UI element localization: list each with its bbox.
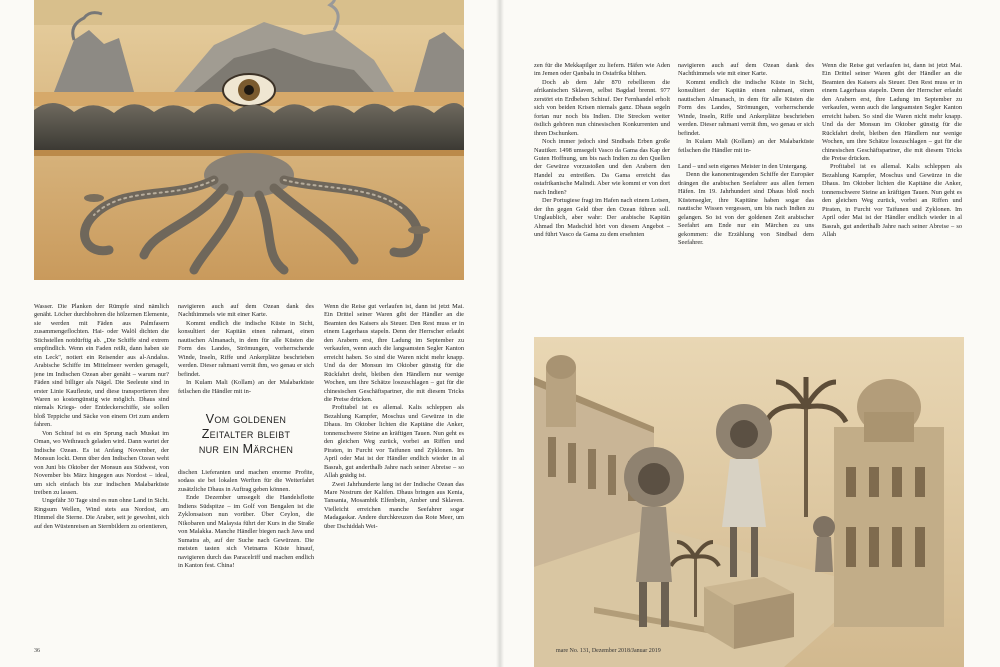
paragraph: dischen Lieferanten und machen enorme Profite, sodass sie bei lokalen Werften für die Weiterfahrt zusätzliche Dhaus in Auftrag geben können.: [178, 468, 314, 493]
courtyard-collage-image: [534, 337, 964, 667]
right-page: [500, 0, 1000, 667]
kraken-collage-image: [34, 0, 464, 280]
paragraph: In Kulam Mali (Kollam) an der Malabarküste feilschen die Händler mit in-: [178, 379, 314, 395]
paragraph: navigieren auch auf dem Ozean dank des Nachthimmels wie mit einer Karte.: [178, 303, 314, 319]
section-heading: [178, 412, 314, 457]
paragraph: Ungefähr 30 Tage sind es nun ohne Land in Sicht. Ringsum Wellen, Wind stets aus Nordost, am Himmel die Sterne. Die Araber, seit je gewohnt, sich auf den Wüstenreisen an Sternbildern zu orientieren,: [34, 497, 169, 530]
right-column-3: [822, 62, 962, 312]
left-column-2: [178, 303, 314, 645]
paragraph: Der Portugiese fragt im Hafen nach einem Lotsen, der ihn gegen Geld über den Ozean führen soll. Unglaublich, aber wahr: Der arabische Kapitän Ahmad Ibn Madschid hört von diesem Angebot – und führt Vasco da Gama zu dem ersehnten: [534, 197, 670, 239]
paragraph: Kommt endlich die indische Küste in Sicht, konsultiert der Kapitän einen rahmani, einen nautischen Almanach, in dem für alle Küsten die Form des Landes, Strömungen, vorherrschende Winde, Inseln, Riffe und Ankerplätze beschrieben werden. Dieser rahmani verrät ihm, wo genau er sich befindet.: [178, 319, 314, 378]
left-column-3: [324, 303, 464, 645]
paragraph: Zwei Jahrhunderte lang ist der Indische Ozean das Mare Nostrum der Kalifen. Dhaus bringen aus Kenia, Tansania, Mosambik Elfenbein, Amber und Sklaven. Vielleicht erreichen manche Seefahrer sogar Madagaskar. Andere durchkreuzen das Rote Meer, um über Dschiddah Wei-: [324, 480, 464, 530]
illustration-kraken: [34, 0, 464, 280]
paragraph: zen für die Mekkapilger zu liefern. Häfen wie Aden im Jemen oder Qanbalu in Ostafrika blühen.: [534, 62, 670, 78]
heading-line: nur ein Märchen: [198, 441, 294, 456]
left-column-1: [34, 303, 169, 645]
paragraph: Profitabel ist es allemal. Kalis schleppen als Bezahlung Kampfer, Moschus und Gewürze in die Dhaus. Im Oktober lichten die Kapitäne die Anker, tonnenschwere Steine an kräftigen Tauen. Nun geht es den gleichen Weg zurück, vorbei an Riffen und Piraten, in Furcht vor Taifunen und Zyklonen. Im April oder Mai ist der Händler endlich wieder in al Basrah, gut anderthalb Jahre nach seiner Abreise – so Allah: [822, 163, 962, 239]
paragraph: Wasser. Die Planken der Rümpfe sind nämlich genäht. Löcher durchbohren die hölzernen Elemente, sie werden mit Fäden aus Palmfasern zusammengeflochten. Hai- oder Walöl dichten die Stichstellen notdürftig ab. „Die Schiffe sind extrem empfindlich. Wenn ein Faden reißt, dann haben sie ein Leck", notiert ein Reisender aus al-Andalus. Arabische Schiffe im Mittelmeer werden genagelt, jene im Indischen Ozean aber genäht – warum nur? Fäden sind billiger als Nägel. Die Seeleute sind in erster Linie Kaufleute, und diese transportieren ihre Waren so kostengünstig wie möglich. Dhaus sind niemals Kriegs- oder Entdeckerschiffe, sie sollen bloß Teppiche und Säcke von einem Ort zum andern fahren.: [34, 303, 169, 429]
paragraph: Land – und sein eigenes Meister in den Untergang.: [678, 162, 808, 170]
paragraph: Von Schiraf ist es ein Sprung nach Muskat im Oman, wo Weihrauch geladen wird. Dann wartet der Indische Ozean. Es ist Anfang November, der Monsun lockt. Denn über den Indischen Ozean weht von Juni bis Oktober der Monsun aus Südwest, von November bis März hingegen aus Nordost – ideal, um sich einfach bis zur indischen Malabarküste treiben zu lassen.: [34, 429, 169, 496]
paragraph: Wenn die Reise gut verlaufen ist, dann ist jetzt Mai. Ein Drittel seiner Waren gibt der Händler an die Beamten des Kaisers als Steuer. Den Rest muss er in einem Lagerhaus stapeln. Denn der Herrscher erlaubt den Arabern erst, ihre Ladung im September zu verkaufen, wenn auch die langsamsten Segler Kanton erreicht haben. So sind die Waren nicht mehr knapp. Und da der Monsun im Oktober günstig für die Rückfahrt dreht, bleiben den Händlern nur wenige Wochen, um ihre Schätze loszuschlagen – gut für die chinesischen Geschäftspartner, die mit diesem Tricks die Preise drücken.: [324, 303, 464, 403]
heading-line: Zeitalter bleibt: [201, 426, 291, 441]
paragraph: navigieren auch auf dem Ozean dank des Nachthimmels wie mit einer Karte.: [678, 62, 814, 78]
paragraph: Kommt endlich die indische Küste in Sicht, konsultiert der Kapitän einen rahmani, einen nautischen Almanach, in dem für alle Küsten die Form des Landes, Strömungen, vorherrschende Winde, Inseln, Riffe und Ankerplätze beschrieben werden. Dieser rahmani verrät ihm, wo genau er sich befindet.: [678, 78, 814, 137]
paragraph: Ende Dezember umsegelt die Handelsflotte Indiens Südspitze – im Golf von Bengalen ist die Zyklonsaison nun vorüber. Über Ceylon, die Nikobaren und Malaysia führt der Kurs in die Straße von Malakka. Manche Händler biegen nach Java und Sumatra ab, auf der Suche nach Gewürzen. Die meisten tasten sich Vietnams Küste hinauf, navigieren durch das Paracelriff und machen endlich in Kanton fest. China!: [178, 494, 314, 569]
magazine-footer: mare No. 131, Dezember 2018/Januar 2019: [556, 648, 661, 654]
paragraph: Denn die kanonentragenden Schiffe der Europäer drängen die arabischen Seefahrer aus allen fernen Häfen. Im 19. Jahrhundert sind Dhaus bloß noch Küstensegler, ihre Kapitäne haben sogar das nautische Wissen vergessen, um bis nach Indien zu gelangen. So ist von der goldenen Zeit arabischer Seefahrt am Ende nur ein Märchen zu uns gekommen: die Erzählung von Sindbad dem Seefahrer.: [678, 171, 814, 247]
paragraph: Noch immer jedoch sind Sindbads Erben große Nautiker. 1498 umsegelt Vasco da Gama das Kap der Guten Hoffnung, um bis nach Indien zu den Quellen der Gewürze vorzustoßen und den Arabern den Handel zu entreißen. Da Gama erreicht das ostafrikanische Malindi. Aber wie kommt er von dort nach Indien?: [534, 138, 670, 196]
paragraph: Profitabel ist es allemal. Kalis schleppen als Bezahlung Kampfer, Moschus und Gewürze in die Dhaus. Im Oktober lichten die Kapitäne die Anker, tonnenschwere Steine an kräftigen Tauen. Nun geht es den gleichen Weg zurück, vorbei an Riffen und Piraten, in Furcht vor Taifunen und Zyklonen. Im April oder Mai ist der Händler endlich wieder in al Basrah, gut anderthalb Jahre nach seiner Abreise – so Allah gnädig ist.: [324, 404, 464, 480]
paragraph: In Kulam Mali (Kollam) an der Malabarküste feilschen die Händler mit in-: [678, 138, 814, 154]
page-number: 36: [34, 648, 40, 654]
right-column-1: [534, 62, 670, 312]
page-gutter: [496, 0, 504, 667]
right-column-2: [678, 62, 814, 312]
paragraph: Doch ab dem Jahr 870 rebellieren die afrikanischen Sklaven, selbst Bagdad brennt. 977 zerstört ein Erdbeben Schiraf. Der Fernhandel erholt sich von beiden Krisen niemals ganz. Dhaus segeln fortan nur noch bis Indien. Die Strecken weiter östlich gehören nun chinesischen Konkurrenten und ihren Dschunken.: [534, 78, 670, 137]
paragraph: Wenn die Reise gut verlaufen ist, dann ist jetzt Mai. Ein Drittel seiner Waren gibt der Händler an die Beamten des Kaisers als Steuer. Den Rest muss er in einem Lagerhaus stapeln. Denn der Herrscher erlaubt den Arabern erst, ihre Ladung im September zu verkaufen, wenn auch die langsamsten Segler Kanton erreicht haben. So sind die Waren nicht mehr knapp. Und da der Monsun im Oktober günstig für die Rückfahrt dreht, bleiben den Händlern nur wenige Wochen, um ihre Schätze loszuschlagen – gut für die chinesischen Geschäftspartner, die mit diesem Tricks die Preise drücken.: [822, 62, 962, 162]
illustration-courtyard: [534, 337, 964, 667]
heading-line: Vom goldenen: [205, 411, 287, 426]
